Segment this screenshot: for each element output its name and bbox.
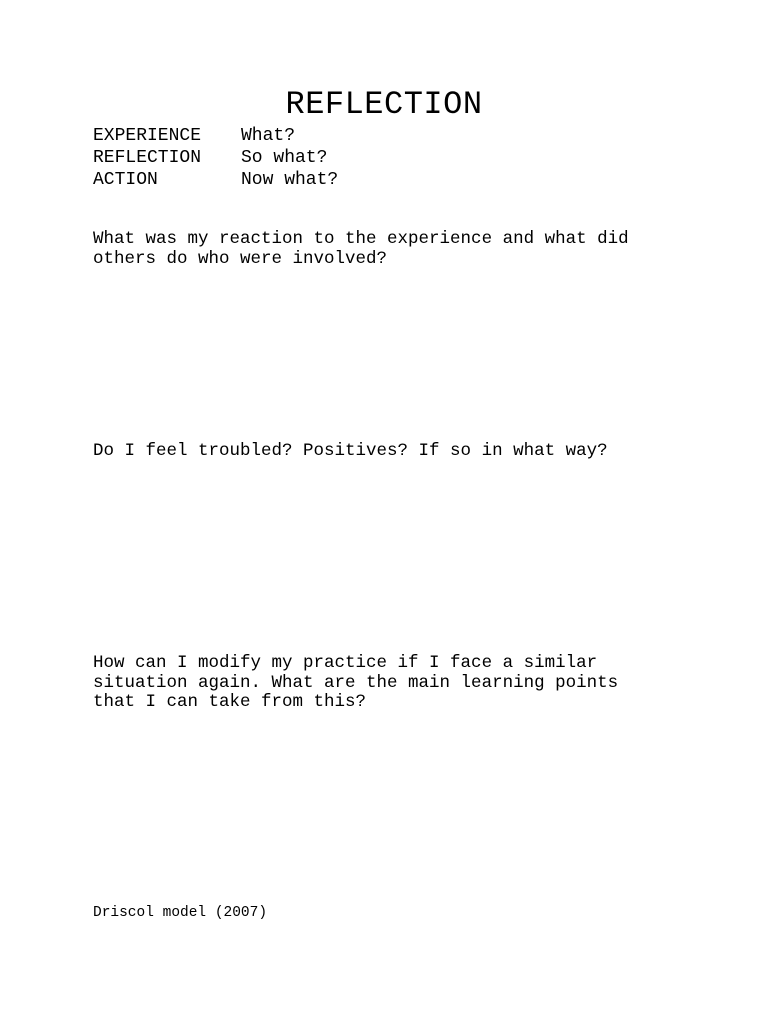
model-row-reflection <box>93 147 338 169</box>
question-reaction: What was my reaction to the experience and what did others do who were involved? <box>93 229 629 269</box>
model-row-experience <box>93 125 338 147</box>
model-stage-label: ACTION <box>93 170 158 190</box>
source-citation: Driscol model (2007) <box>93 905 268 921</box>
question-troubled: Do I feel troubled? Positives? If so in what way? <box>93 441 608 461</box>
model-stage-prompt: Now what? <box>241 170 339 190</box>
model-stage-prompt: What? <box>241 126 296 146</box>
page-title: REFLECTION <box>285 86 483 123</box>
model-row-action <box>93 169 338 191</box>
model-stage-prompt: So what? <box>241 148 328 168</box>
model-stage-label: EXPERIENCE <box>93 126 202 146</box>
model-stage-label: REFLECTION <box>93 148 202 168</box>
question-modify-practice: How can I modify my practice if I face a similar situation again. What are the main learning points that I can take from this? <box>93 653 619 712</box>
reflection-model-table <box>93 125 338 191</box>
